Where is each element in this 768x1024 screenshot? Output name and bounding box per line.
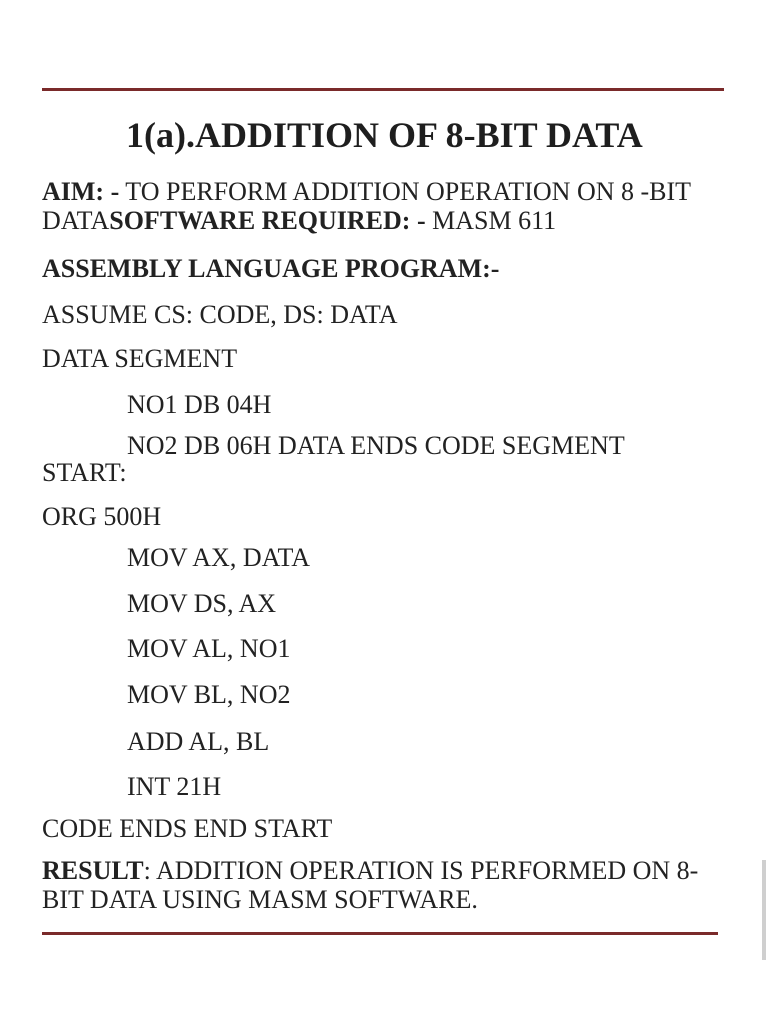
code-line: ASSUME CS: CODE, DS: DATA [42, 300, 398, 329]
bottom-divider [42, 932, 718, 935]
code-line: ADD AL, BL [127, 727, 270, 756]
code-line: NO1 DB 04H [127, 390, 272, 419]
aim-paragraph [42, 177, 732, 235]
result-label: RESULT [42, 856, 144, 885]
program-heading: ASSEMBLY LANGUAGE PROGRAM:- [42, 254, 500, 283]
code-line: MOV DS, AX [127, 589, 277, 618]
result-paragraph [42, 856, 732, 914]
page-edge-shadow [762, 860, 766, 960]
code-line: INT 21H [127, 772, 222, 801]
code-line: NO2 DB 06H DATA ENDS CODE SEGMENT [127, 431, 625, 460]
result-text: : ADDITION OPERATION IS PERFORMED ON 8-BIT DATA USING MASM SOFTWARE. [42, 856, 699, 914]
software-label: SOFTWARE REQUIRED: - [109, 206, 426, 235]
code-line: CODE ENDS END START [42, 814, 333, 843]
code-line: DATA SEGMENT [42, 344, 238, 373]
code-line: MOV AX, DATA [127, 543, 311, 572]
code-line: MOV AL, NO1 [127, 634, 291, 663]
aim-text: TO PERFORM ADDITION OPERATION ON 8 -BIT DATA [42, 177, 691, 235]
software-text: MASM 611 [425, 206, 557, 235]
code-line: MOV BL, NO2 [127, 680, 291, 709]
code-line: START: [42, 458, 127, 487]
top-divider [42, 88, 724, 91]
page-title: 1(a).ADDITION OF 8-BIT DATA [126, 115, 643, 155]
code-line: ORG 500H [42, 502, 162, 531]
aim-label: AIM: - [42, 177, 120, 206]
